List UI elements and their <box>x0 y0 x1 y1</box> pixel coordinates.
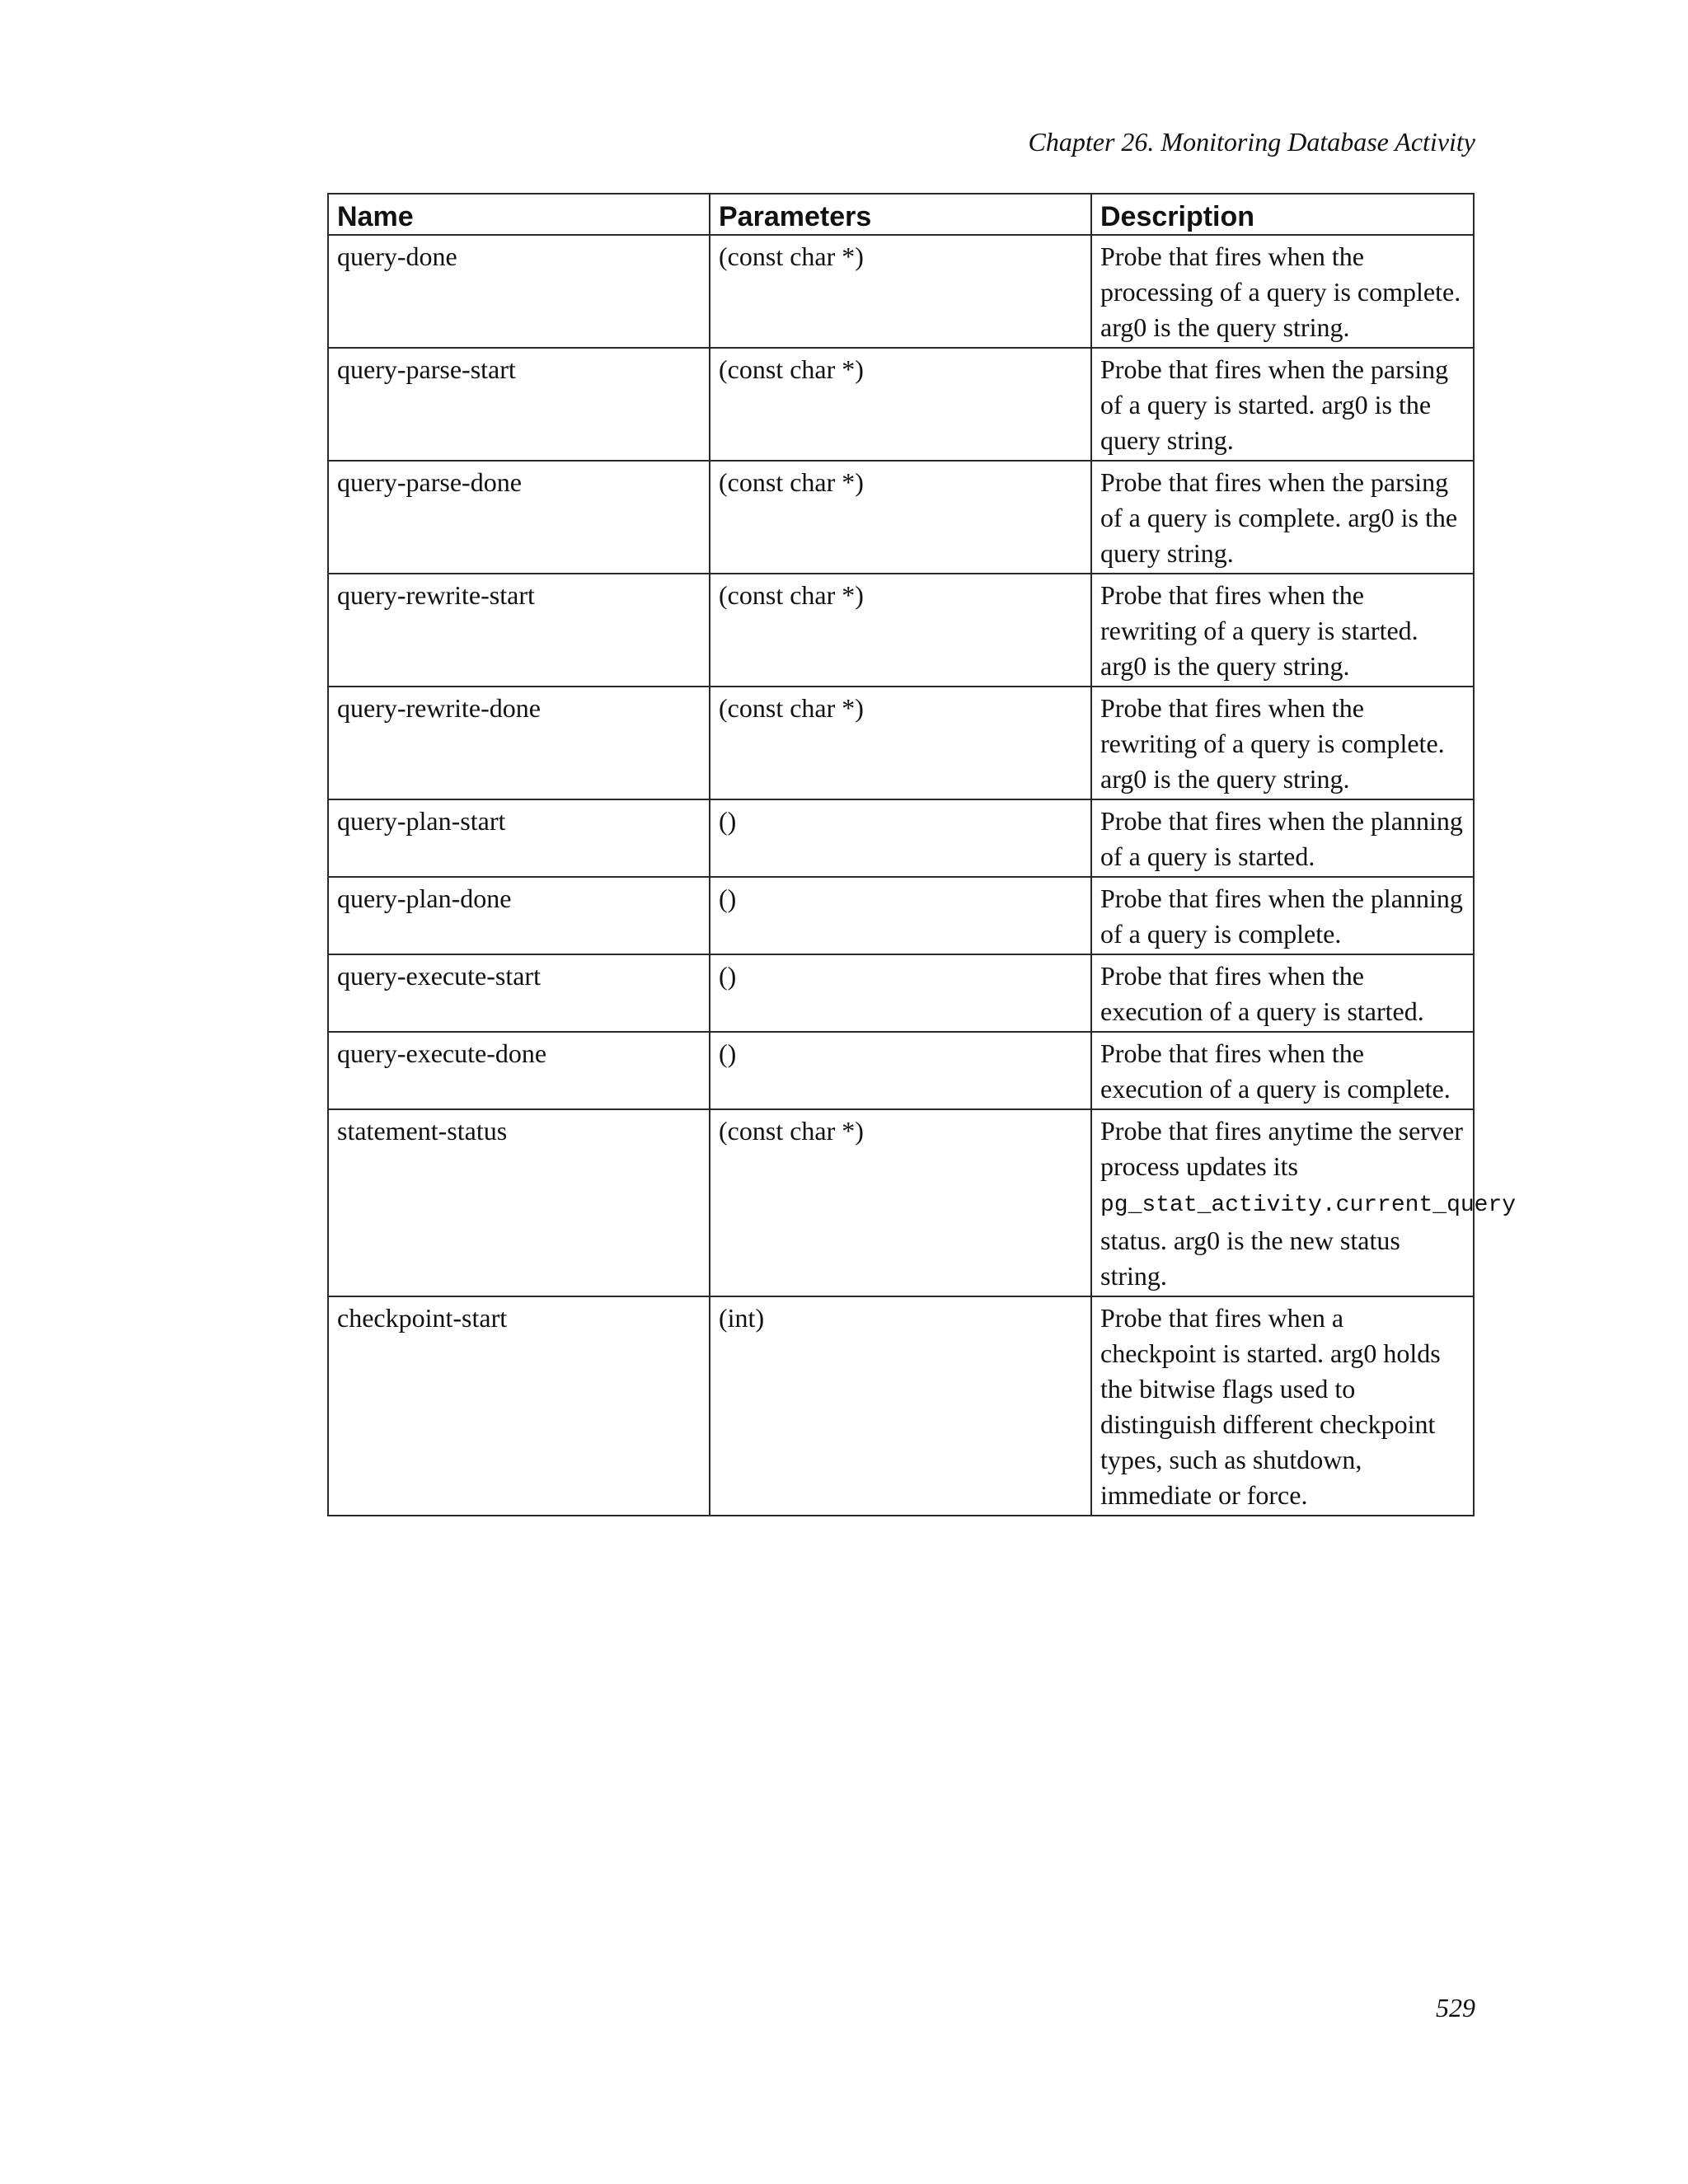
probe-parameters: (const char *) <box>710 461 1091 574</box>
probe-name: query-parse-start <box>328 348 710 461</box>
probe-name: query-execute-done <box>328 1032 710 1109</box>
probe-name: checkpoint-start <box>328 1296 710 1516</box>
probe-table <box>327 193 1517 1516</box>
probe-parameters: (const char *) <box>710 687 1091 799</box>
probe-description: Probe that fires when the planning of a query is complete. <box>1091 877 1474 954</box>
table-row <box>328 799 1474 877</box>
probe-name: query-execute-start <box>328 954 710 1032</box>
probe-parameters: () <box>710 799 1091 877</box>
description-text: Probe that fires anytime the server process updates its <box>1100 1116 1463 1181</box>
probe-name: query-rewrite-start <box>328 574 710 687</box>
table-header-row <box>328 194 1474 235</box>
probe-parameters: () <box>710 954 1091 1032</box>
probe-description: Probe that fires when the processing of a query is complete. arg0 is the query string. <box>1091 235 1474 348</box>
table-row <box>328 461 1474 574</box>
page-number: 529 <box>1436 1993 1475 2022</box>
probe-description: Probe that fires when the rewriting of a query is started. arg0 is the query string. <box>1091 574 1474 687</box>
column-header-description: Description <box>1091 194 1474 235</box>
probe-name: query-done <box>328 235 710 348</box>
probe-parameters: (const char *) <box>710 1109 1091 1296</box>
column-header-name: Name <box>328 194 710 235</box>
probe-parameters: (const char *) <box>710 574 1091 687</box>
probe-parameters: () <box>710 877 1091 954</box>
table-row <box>328 348 1474 461</box>
probe-name: query-rewrite-done <box>328 687 710 799</box>
probe-name: query-plan-done <box>328 877 710 954</box>
probe-name: query-parse-done <box>328 461 710 574</box>
probe-name: statement-status <box>328 1109 710 1296</box>
probe-name: query-plan-start <box>328 799 710 877</box>
probe-parameters: (const char *) <box>710 348 1091 461</box>
table-row <box>328 235 1474 348</box>
probe-description <box>1091 1109 1517 1296</box>
probe-description: Probe that fires when the rewriting of a query is complete. arg0 is the query string. <box>1091 687 1474 799</box>
probe-description: Probe that fires when the execution of a query is complete. <box>1091 1032 1474 1109</box>
probe-description: Probe that fires when a checkpoint is started. arg0 holds the bitwise flags used to distinguish different checkpoint types, such as shutdown, immediate or force. <box>1091 1296 1474 1516</box>
table-row <box>328 1109 1474 1296</box>
probe-description: Probe that fires when the execution of a query is started. <box>1091 954 1474 1032</box>
probe-description: Probe that fires when the planning of a query is started. <box>1091 799 1474 877</box>
table-row <box>328 1032 1474 1109</box>
probe-description: Probe that fires when the parsing of a query is complete. arg0 is the query string. <box>1091 461 1474 574</box>
table-row <box>328 954 1474 1032</box>
table-row <box>328 687 1474 799</box>
probe-description: Probe that fires when the parsing of a query is started. arg0 is the query string. <box>1091 348 1474 461</box>
column-header-parameters: Parameters <box>710 194 1091 235</box>
running-header: Chapter 26. Monitoring Database Activity <box>1028 127 1475 157</box>
probe-parameters: () <box>710 1032 1091 1109</box>
table-row <box>328 574 1474 687</box>
probe-parameters: (const char *) <box>710 235 1091 348</box>
table-row <box>328 877 1474 954</box>
table-row <box>328 1296 1474 1516</box>
description-text: status. arg0 is the new status string. <box>1100 1226 1400 1291</box>
probe-parameters: (int) <box>710 1296 1091 1516</box>
code-literal: pg_stat_activity.current_query <box>1100 1193 1517 1218</box>
